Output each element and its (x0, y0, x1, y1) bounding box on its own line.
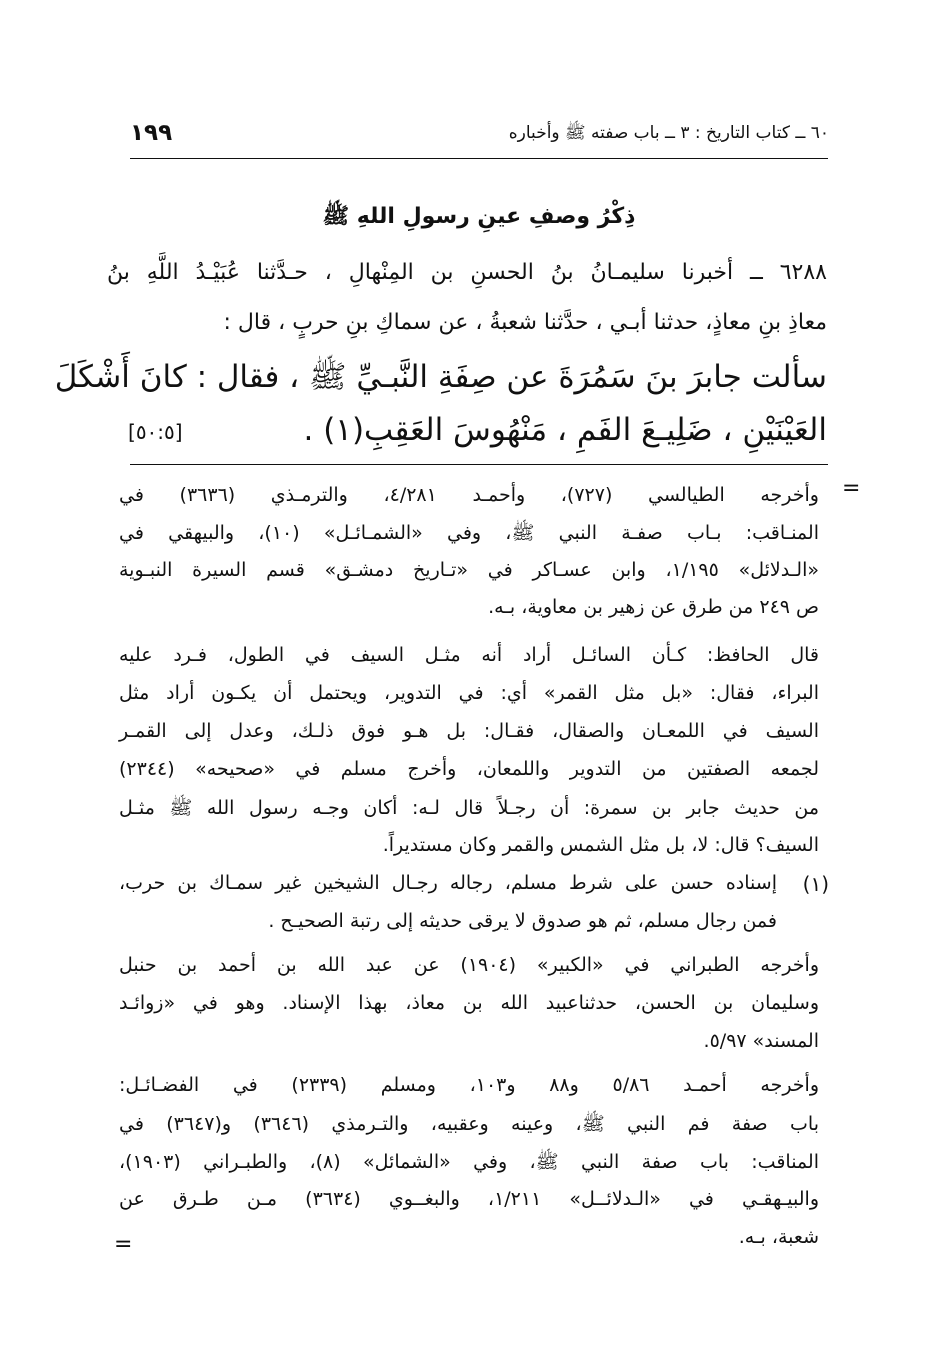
footnote-line: وأخرجه الطبراني في «الكبير» (١٩٠٤) عن عبد الله بن أحمد بن حنبل (119, 954, 819, 976)
footnote-line: والبيـهقـي في «الـدلائــل» ١/٢١١، والبغــوي (٣٦٣٤) مـن طـرق عن (119, 1188, 820, 1210)
footnote-line: المنـاقب: بـاب صفـة النبي ﷺ، وفي «الشمـائـل» (١٠)، والبيهقي في (119, 522, 819, 544)
footnote-line: من حديث جابر بن سمرة: أن رجـلاً قال لـه: أكان وجـه رسول الله ﷺ مثـل (119, 797, 819, 819)
footnote-line: لجمعه الصفتين من التدوير واللمعان، وأخرج مسلم في «صحيحه» (٢٣٤٤) (119, 758, 819, 780)
running-header: ٦٠ ــ كتاب التاريخ : ٣ ــ باب صفته ﷺ وأخباره (508, 123, 829, 143)
matn-line: سألت جابرَ بنَ سَمُرَةَ عن صِفَةِ النَّبـيِّ ﷺ ، فقال : كانَ أَشْكَلَ (54, 359, 827, 395)
footnote-marker: (١) (802, 872, 829, 896)
footnote-line: السيف في اللمعـان والصقال، فقـال: بل هـو فوق ذلـك، وعدل إلى القمـر (119, 720, 819, 742)
footnote-line: ص ٢٤٩ من طرق عن زهير بن معاوية، بـه. (488, 596, 819, 618)
footnote-line: السيف؟ قال: لا، بل مثل الشمس والقمر وكان مستديراً. (382, 834, 819, 856)
margin-mark: = (114, 1232, 133, 1257)
matn-line: العَيْنَيْنِ ، ضَلِيـعَ الفَمِ ، مَنْهُوسَ العَقِبِ(١) . (303, 412, 827, 448)
footnote-line: شعبة، بـه. (738, 1226, 819, 1248)
footnote-line: «الـدلائل» ١/١٩٥، وابن عسـاكر في «تـاريخ دمشـق» قسم السيرة النبـوية (119, 559, 819, 581)
footnote-line: وأخرجه الطيالسي (٧٢٧)، وأحمـد ٤/٢٨١، والترمـذي (٣٦٣٦) في (119, 484, 819, 506)
margin-mark: = (842, 476, 861, 501)
isnad-line: ٦٢٨٨ ــ أخبرنا سليمـانُ بنُ الحسنِ بن المِنْهالِ ، حـدَّثنا عُبَيْـدُ اللَّهِ بنُ (107, 260, 827, 285)
isnad-line: معاذِ بنِ معاذٍ، حدثنا أبـي ، حدَّثنا شعبةُ ، عن سماكِ بنِ حربٍ ، قال : (223, 310, 827, 335)
footnote-line: المسند» ٥/٩٧. (703, 1030, 819, 1052)
footnote-line: فمن رجال مسلم، ثم هو صدوق لا يرقى حديثه إلى رتبة الصحيـح . (268, 910, 777, 932)
footnote-line: البراء، فقال: «بل مثل القمر» أي: في التدوير، ويحتمل أن يكـون أراد مثل (119, 682, 819, 704)
footnote-line: باب صفة فم النبي ﷺ، وعينه وعقبيه، والتـرمذي (٣٦٤٦) و(٣٦٤٧) في (119, 1113, 819, 1135)
reference-code: [٥٠:٥] (128, 420, 183, 444)
header-rule (130, 158, 828, 159)
section-heading: ذِكْرُ وصفِ عينِ رسولِ اللهِ ﷺ (322, 204, 636, 229)
footnote-line: وسليمان بن الحسن، حدثناعبيد الله بن معاذ، بهذا الإسناد. وهو في «زوائـد (119, 992, 819, 1014)
footnote-line: وأخرجه أحمـد ٥/٨٦ و٨٨ و١٠٣، ومسلم (٢٣٣٩) في الفضـائـل: (119, 1074, 819, 1096)
footnote-line: إسناده حسن على شرط مسلم، رجاله رجـال الشيخين غير سمـاك بن حرب، (119, 872, 777, 894)
footnote-line: قال الحافظ: كـأن السائـل أراد أنه مثـل السيف في الطول، فـرد عليه (119, 644, 819, 666)
footnote-line: المناقب: باب صفة النبي ﷺ، وفي «الشمائل» (٨)، والطبـراني (١٩٠٣)، (119, 1151, 819, 1173)
footnote-separator (130, 464, 828, 465)
page-number: ١٩٩ (130, 120, 173, 146)
